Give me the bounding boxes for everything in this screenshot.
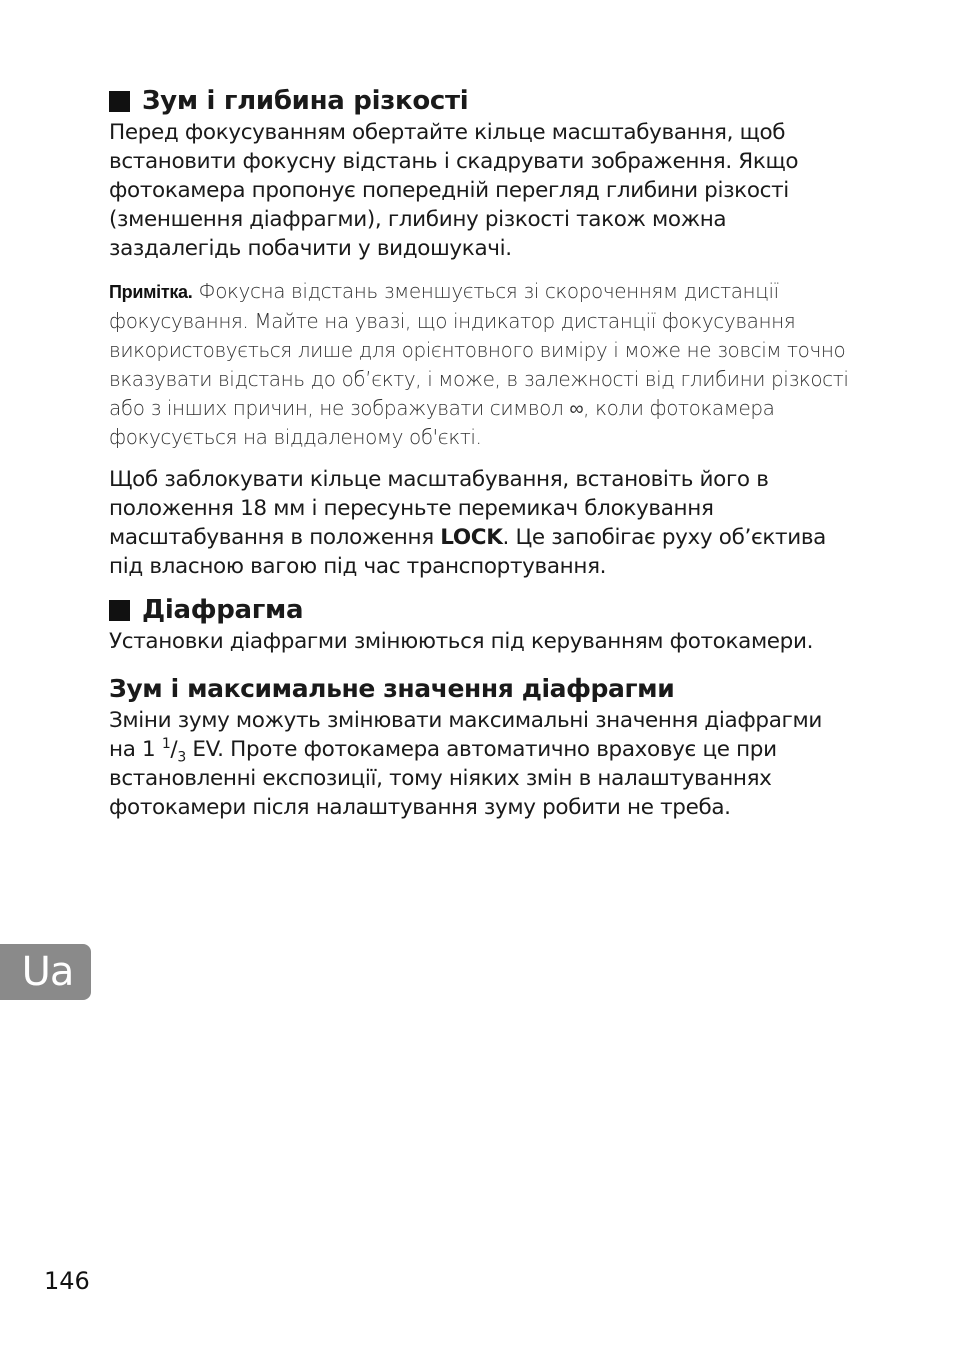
square-bullet-icon [109,91,130,112]
section-heading-text: Зум і глибина різкості [142,86,469,116]
zoom-lock-paragraph [109,465,849,581]
zoom-lock-text-before: Щоб заблокувати кільце масштабування, встановіть його в положення 18 мм і пересуньте перемикач блокування масштабування в положення [109,467,769,550]
section-heading-aperture [109,593,849,627]
zoom-max-aperture-paragraph [109,706,849,822]
page-number: 146 [44,1267,90,1295]
note-label: Примітка. [109,282,193,302]
fraction-denominator: 3 [177,749,186,766]
aperture-paragraph: Установки діафрагми змінюються під керуванням фотокамери. [109,629,814,654]
note-paragraph [109,277,849,452]
zoom-depth-paragraph: Перед фокусуванням обертайте кільце масштабування, щоб встановити фокусну відстань і скадрувати зображення. Якщо фотокамера пропонує попередній перегляд глибини різкості (зменшення діафрагми), глибину різкості також можна заздалегідь побачити у видошукачі. [109,120,799,261]
fraction-numerator: 1 [161,735,171,752]
fraction-slash: / [170,737,178,762]
page-content [109,84,849,822]
section-heading-zoom-depth [109,84,849,118]
zoom-lock-text-after: . Це запобігає руху об’єктива під власною вагою під час транспортування. [109,525,827,579]
square-bullet-icon [109,600,130,621]
section-heading-text: Діафрагма [142,595,304,625]
language-tab: Ua [0,944,91,1000]
subheading-zoom-max-aperture: Зум і максимальне значення діафрагми [109,674,675,703]
lock-label: LOCK [440,525,503,550]
note-text: Фокусна відстань зменшується зі скороченням дистанції фокусування. Майте на увазі, що індикатор дистанції фокусування використовується лише для орієнтовного виміру і може не зовсім точно вказувати відстань до об’єкту, і може, в залежності від глибини різкості або з інших причин, не зображувати символ ∞, коли фотокамера фокусується на віддаленому об'єкті. [109,279,849,449]
max-aperture-text-after: EV. Проте фотокамера автоматично враховує це при встановленні експозиції, тому ніяких змін в налаштуваннях фотокамери після налаштування зуму робити не треба. [109,737,777,820]
max-aperture-text-before: Зміни зуму можуть змінювати максимальні значення діафрагми на 1 [109,708,822,762]
